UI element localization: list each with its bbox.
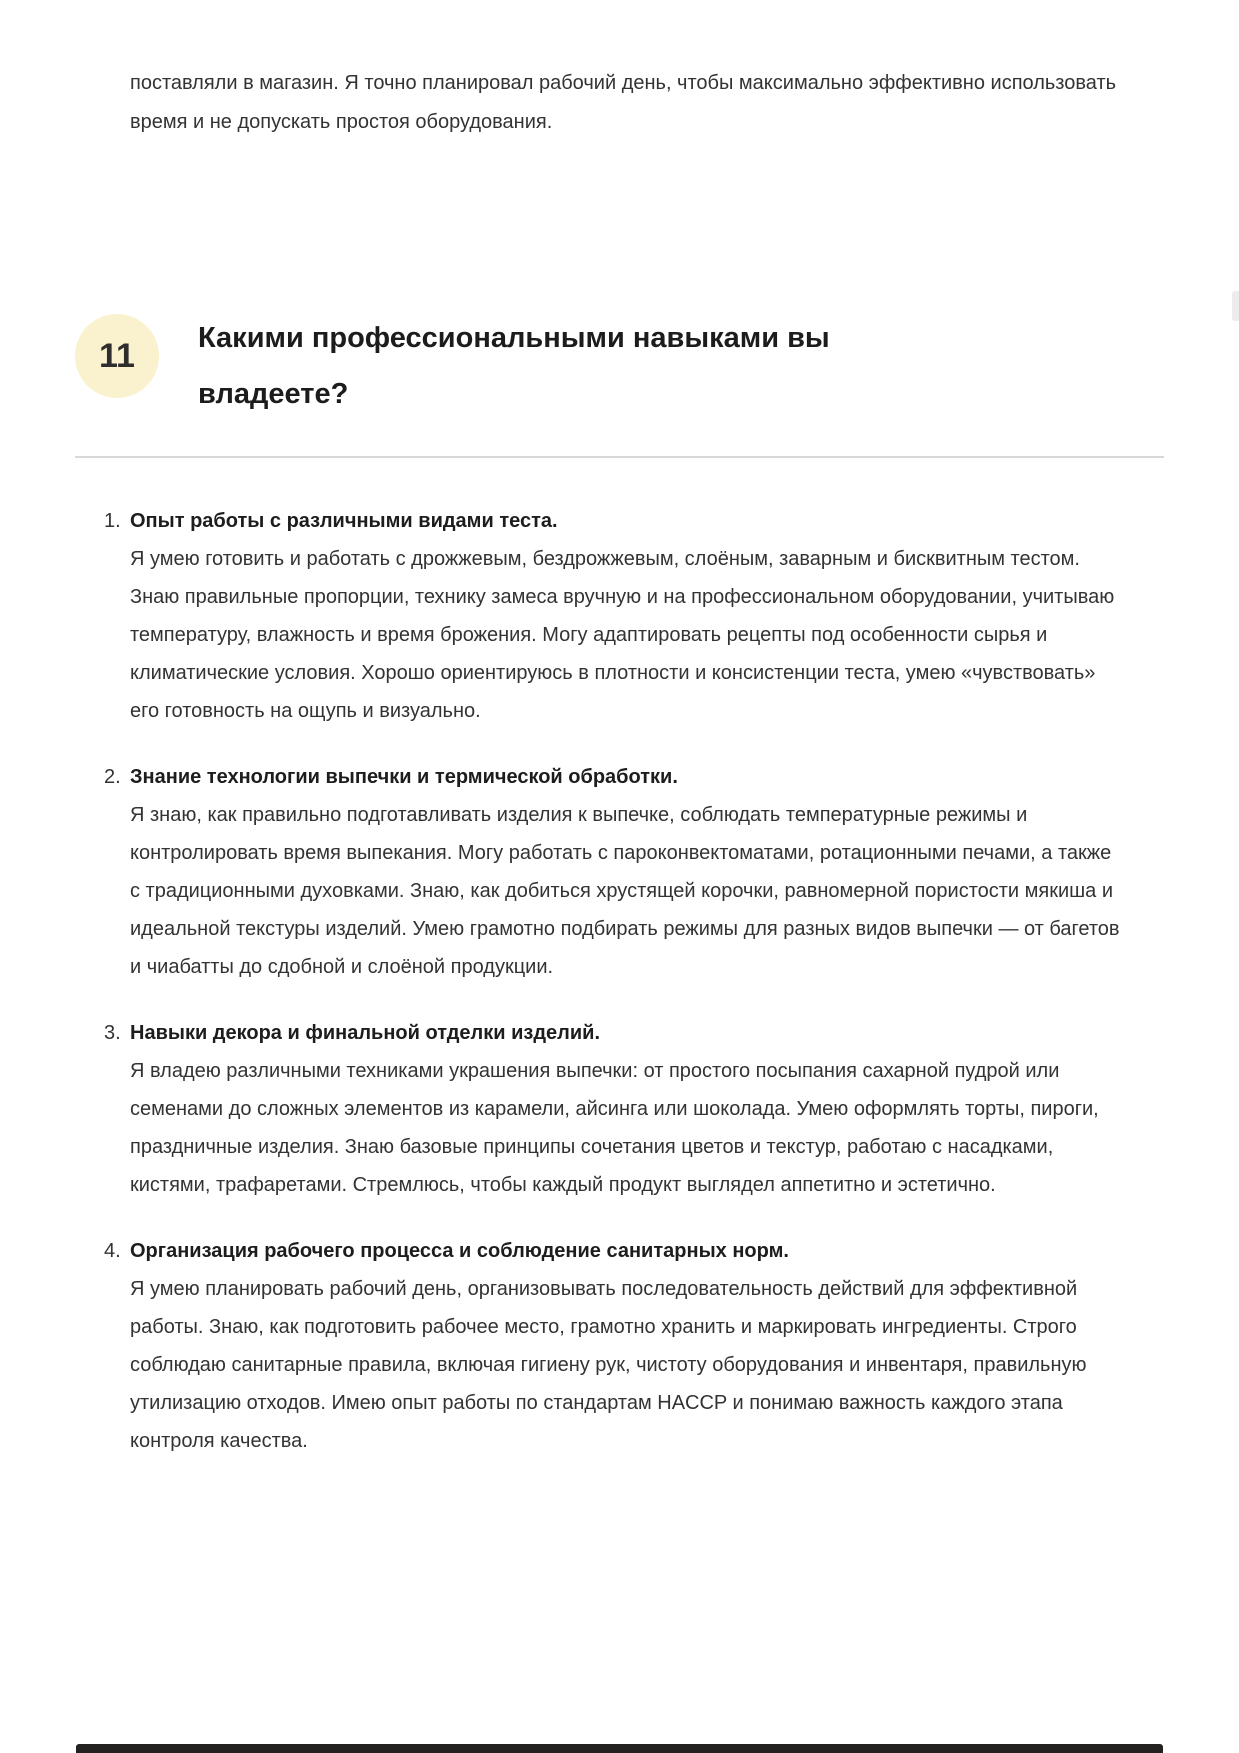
question-title: Какими профессиональными навыками вы владеете? (198, 322, 830, 410)
skill-item-body: Я владею различными техниками украшения выпечки: от простого посыпания сахарной пудрой или семенами до сложных элементов из карамели, айсинга или шоколада. Умею оформлять торты, пироги, праздничные изделия. Знаю базовые принципы сочетания цветов и текстур, работаю с насадками, кистями, трафаретами. Стремлюсь, чтобы каждый продукт выглядел аппетитно и эстетично. (130, 1060, 1099, 1196)
skill-item-body: Я умею готовить и работать с дрожжевым, бездрожжевым, слоёным, заварным и бисквитным тестом. Знаю правильные пропорции, технику замеса вручную и на профессиональном оборудовании, учитываю температуру, влажность и время брожения. Могу адаптировать рецепты под особенности сырья и климатические условия. Хорошо ориентируюсь в плотности и консистенции теста, умею «чувствовать» его готовность на ощупь и визуально. (130, 548, 1115, 722)
skill-item-title: Опыт работы с различными видами теста. (130, 510, 558, 532)
right-edge-artifact (1232, 291, 1239, 321)
skill-item (104, 1232, 1120, 1460)
skill-item-number: 3. (104, 1022, 121, 1044)
skill-item (104, 502, 1120, 730)
skill-item-number: 1. (104, 510, 121, 532)
skill-item-body: Я умею планировать рабочий день, организовывать последовательность действий для эффективной работы. Знаю, как подготовить рабочее место, грамотно хранить и маркировать ингредиенты. Строго соблюдаю санитарные правила, включая гигиену рук, чистоту оборудования и инвентаря, правильную утилизацию отходов. Имею опыт работы по стандартам HACCP и понимаю важность каждого этапа контроля качества. (130, 1278, 1087, 1452)
skill-item-title: Организация рабочего процесса и соблюдение санитарных норм. (130, 1240, 789, 1262)
skill-item (104, 758, 1120, 986)
skills-list (75, 502, 1164, 1460)
previous-answer-continuation: поставляли в магазин. Я точно планировал рабочий день, чтобы максимально эффективно использовать время и не допускать простоя оборудования. (130, 72, 1117, 133)
question-section (75, 310, 1164, 430)
skill-item-number: 4. (104, 1240, 121, 1262)
question-number-badge (75, 314, 159, 398)
footer-bar (76, 1744, 1163, 1753)
skill-item-title: Знание технологии выпечки и термической обработки. (130, 766, 678, 788)
question-number: 11 (99, 336, 135, 375)
skill-item-title: Навыки декора и финальной отделки изделий. (130, 1022, 601, 1044)
skill-item (104, 1014, 1120, 1204)
section-divider (75, 456, 1164, 458)
skill-item-body: Я знаю, как правильно подготавливать изделия к выпечке, соблюдать температурные режимы и контролировать время выпекания. Могу работать с пароконвектоматами, ротационными печами, а также с традиционными духовками. Знаю, как добиться хрустящей корочки, равномерной пористости мякиша и идеальной текстуры изделий. Умею грамотно подбирать режимы для разных видов выпечки — от багетов и чиабатты до сдобной и слоёной продукции. (130, 804, 1120, 978)
skill-item-number: 2. (104, 766, 121, 788)
